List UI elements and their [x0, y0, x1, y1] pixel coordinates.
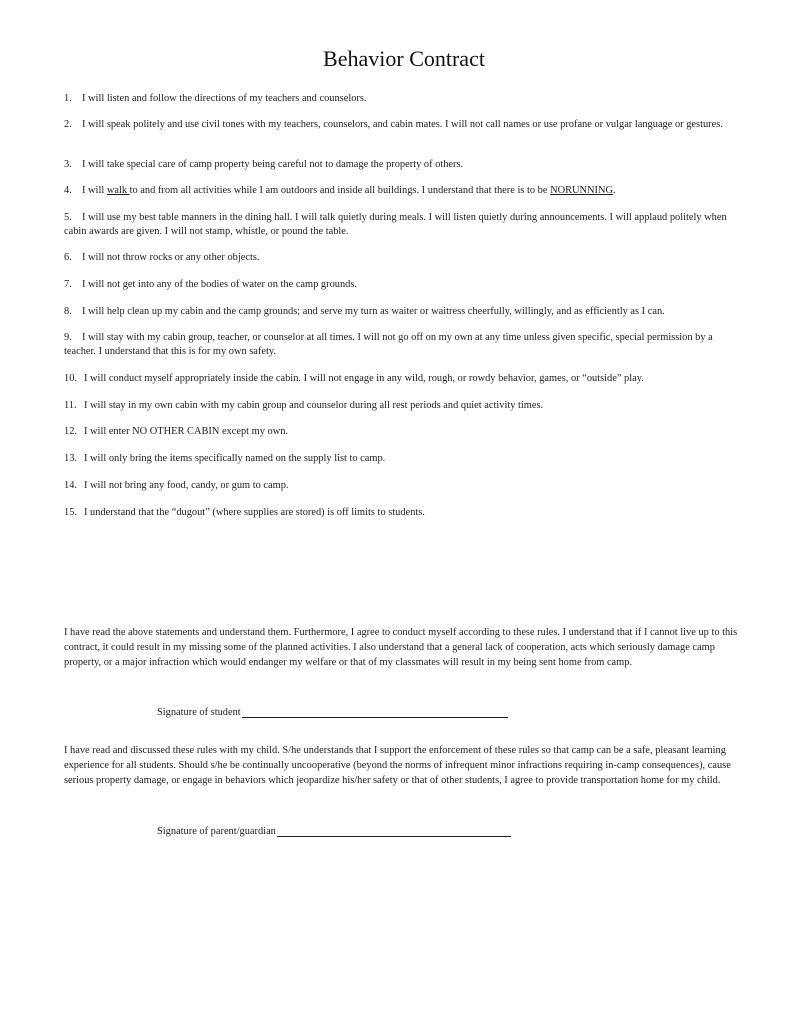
rule-text: I will conduct myself appropriately inside the cabin. I will not engage in any wild, rough, or rowdy behavior, games, or “outside” play. [84, 373, 644, 384]
rule-number: 8. [64, 306, 72, 317]
rule-item-11 [64, 399, 744, 413]
rule-text: I will help clean up my cabin and the camp grounds; and serve my turn as waiter or waitress cheerfully, willingly, and as efficiently as I can. [82, 306, 665, 317]
rule-number: 12. [64, 426, 77, 437]
parent-signature-block [157, 825, 511, 837]
underlined-no-running: NORUNNING [550, 185, 613, 196]
rule-number: 5. [64, 212, 72, 223]
rule-item-9 [64, 331, 744, 358]
rule-item-14 [64, 479, 744, 493]
rule-item-6 [64, 251, 744, 265]
document-title: Behavior Contract [323, 46, 485, 71]
rule-text: I will take special care of camp property being careful not to damage the property of others. [82, 159, 464, 170]
rule-text: I will stay in my own cabin with my cabin group and counselor during all rest periods and quiet activity times. [84, 400, 544, 411]
rule-item-3 [64, 158, 744, 172]
rule-text: I will listen and follow the directions of my teachers and counselors. [82, 93, 367, 104]
rule-item-4 [64, 184, 744, 198]
rule-text: I will enter NO OTHER CABIN except my own. [84, 426, 289, 437]
rule-number: 11. [64, 400, 77, 411]
rule-number: 6. [64, 252, 72, 263]
rule-text: I will stay with my cabin group, teacher, or counselor at all times. I will not go off on my own at any time unless given specific, special permission by a teacher. I understand that this is for my own safety. [64, 332, 713, 357]
rule-text: I understand that the “dugout” (where supplies are stored) is off limits to students. [84, 507, 425, 518]
underlined-walk: walk [106, 185, 130, 196]
rule-text: I will not throw rocks or any other objects. [82, 252, 260, 263]
student-signature-block [157, 706, 508, 718]
student-statement: I have read the above statements and understand them. Furthermore, I agree to conduct myself according to these rules. I understand that if I cannot live up to this contract, it could result in my missing some of the planned activities. I also understand that a general lack of cooperation, acts which seriously damage camp property, or a major infraction which would endanger my welfare or that of my classmates will result in my being sent home from camp. [64, 627, 738, 668]
rule-number: 15. [64, 507, 77, 518]
rule-item-15 [64, 506, 744, 520]
rule-item-10 [64, 372, 744, 386]
rule-text: I will use my best table manners in the dining hall. I will talk quietly during meals. I will listen quietly during announcements. I will applaud politely when cabin awards are given. I will not stamp, whistle, or pound the table. [64, 212, 727, 237]
rule-item-13 [64, 452, 744, 466]
rule-text-mid: to and from all activities while I am outdoors and inside all buildings. I understand that there is to be [129, 185, 551, 196]
rule-text: I will not get into any of the bodies of water on the camp grounds. [82, 279, 358, 290]
parent-statement: I have read and discussed these rules with my child. S/he understands that I support the enforcement of these rules so that camp can be a safe, pleasant learning experience for all students. Should s/he be continually uncooperative (beyond the norms of infrequent minor infractions requiring in-camp consequences), cause serious property damage, or engage in behaviors which jeopardize his/her safety or that of other students, I agree to provide transportation home for my child. [64, 745, 731, 786]
parent-signature-line[interactable] [277, 825, 511, 837]
rule-number: 2. [64, 119, 72, 130]
rule-item-7 [64, 278, 744, 292]
rule-item-1 [64, 92, 744, 106]
rule-number: 10. [64, 373, 77, 384]
rule-number: 13. [64, 453, 77, 464]
rule-number: 3. [64, 159, 72, 170]
rule-number: 1. [64, 93, 72, 104]
student-signature-label: Signature of student [157, 707, 241, 718]
rule-item-2 [64, 118, 744, 132]
rule-number: 4. [64, 185, 72, 196]
parent-signature-label: Signature of parent/guardian [157, 826, 276, 837]
rule-text: I will not bring any food, candy, or gum to camp. [84, 480, 289, 491]
rule-item-5 [64, 211, 744, 238]
student-signature-line[interactable] [242, 706, 508, 718]
rule-item-8 [64, 305, 744, 319]
rule-text: I will speak politely and use civil tones with my teachers, counselors, and cabin mates. I will not call names or use profane or vulgar language or gestures. [82, 119, 723, 130]
rule-text: I will only bring the items specifically named on the supply list to camp. [84, 453, 386, 464]
rule-text-pre: I will [82, 185, 107, 196]
rule-item-12 [64, 425, 744, 439]
rule-text-post: . [613, 185, 616, 196]
rule-number: 14. [64, 480, 77, 491]
rule-number: 9. [64, 332, 72, 343]
rule-number: 7. [64, 279, 72, 290]
